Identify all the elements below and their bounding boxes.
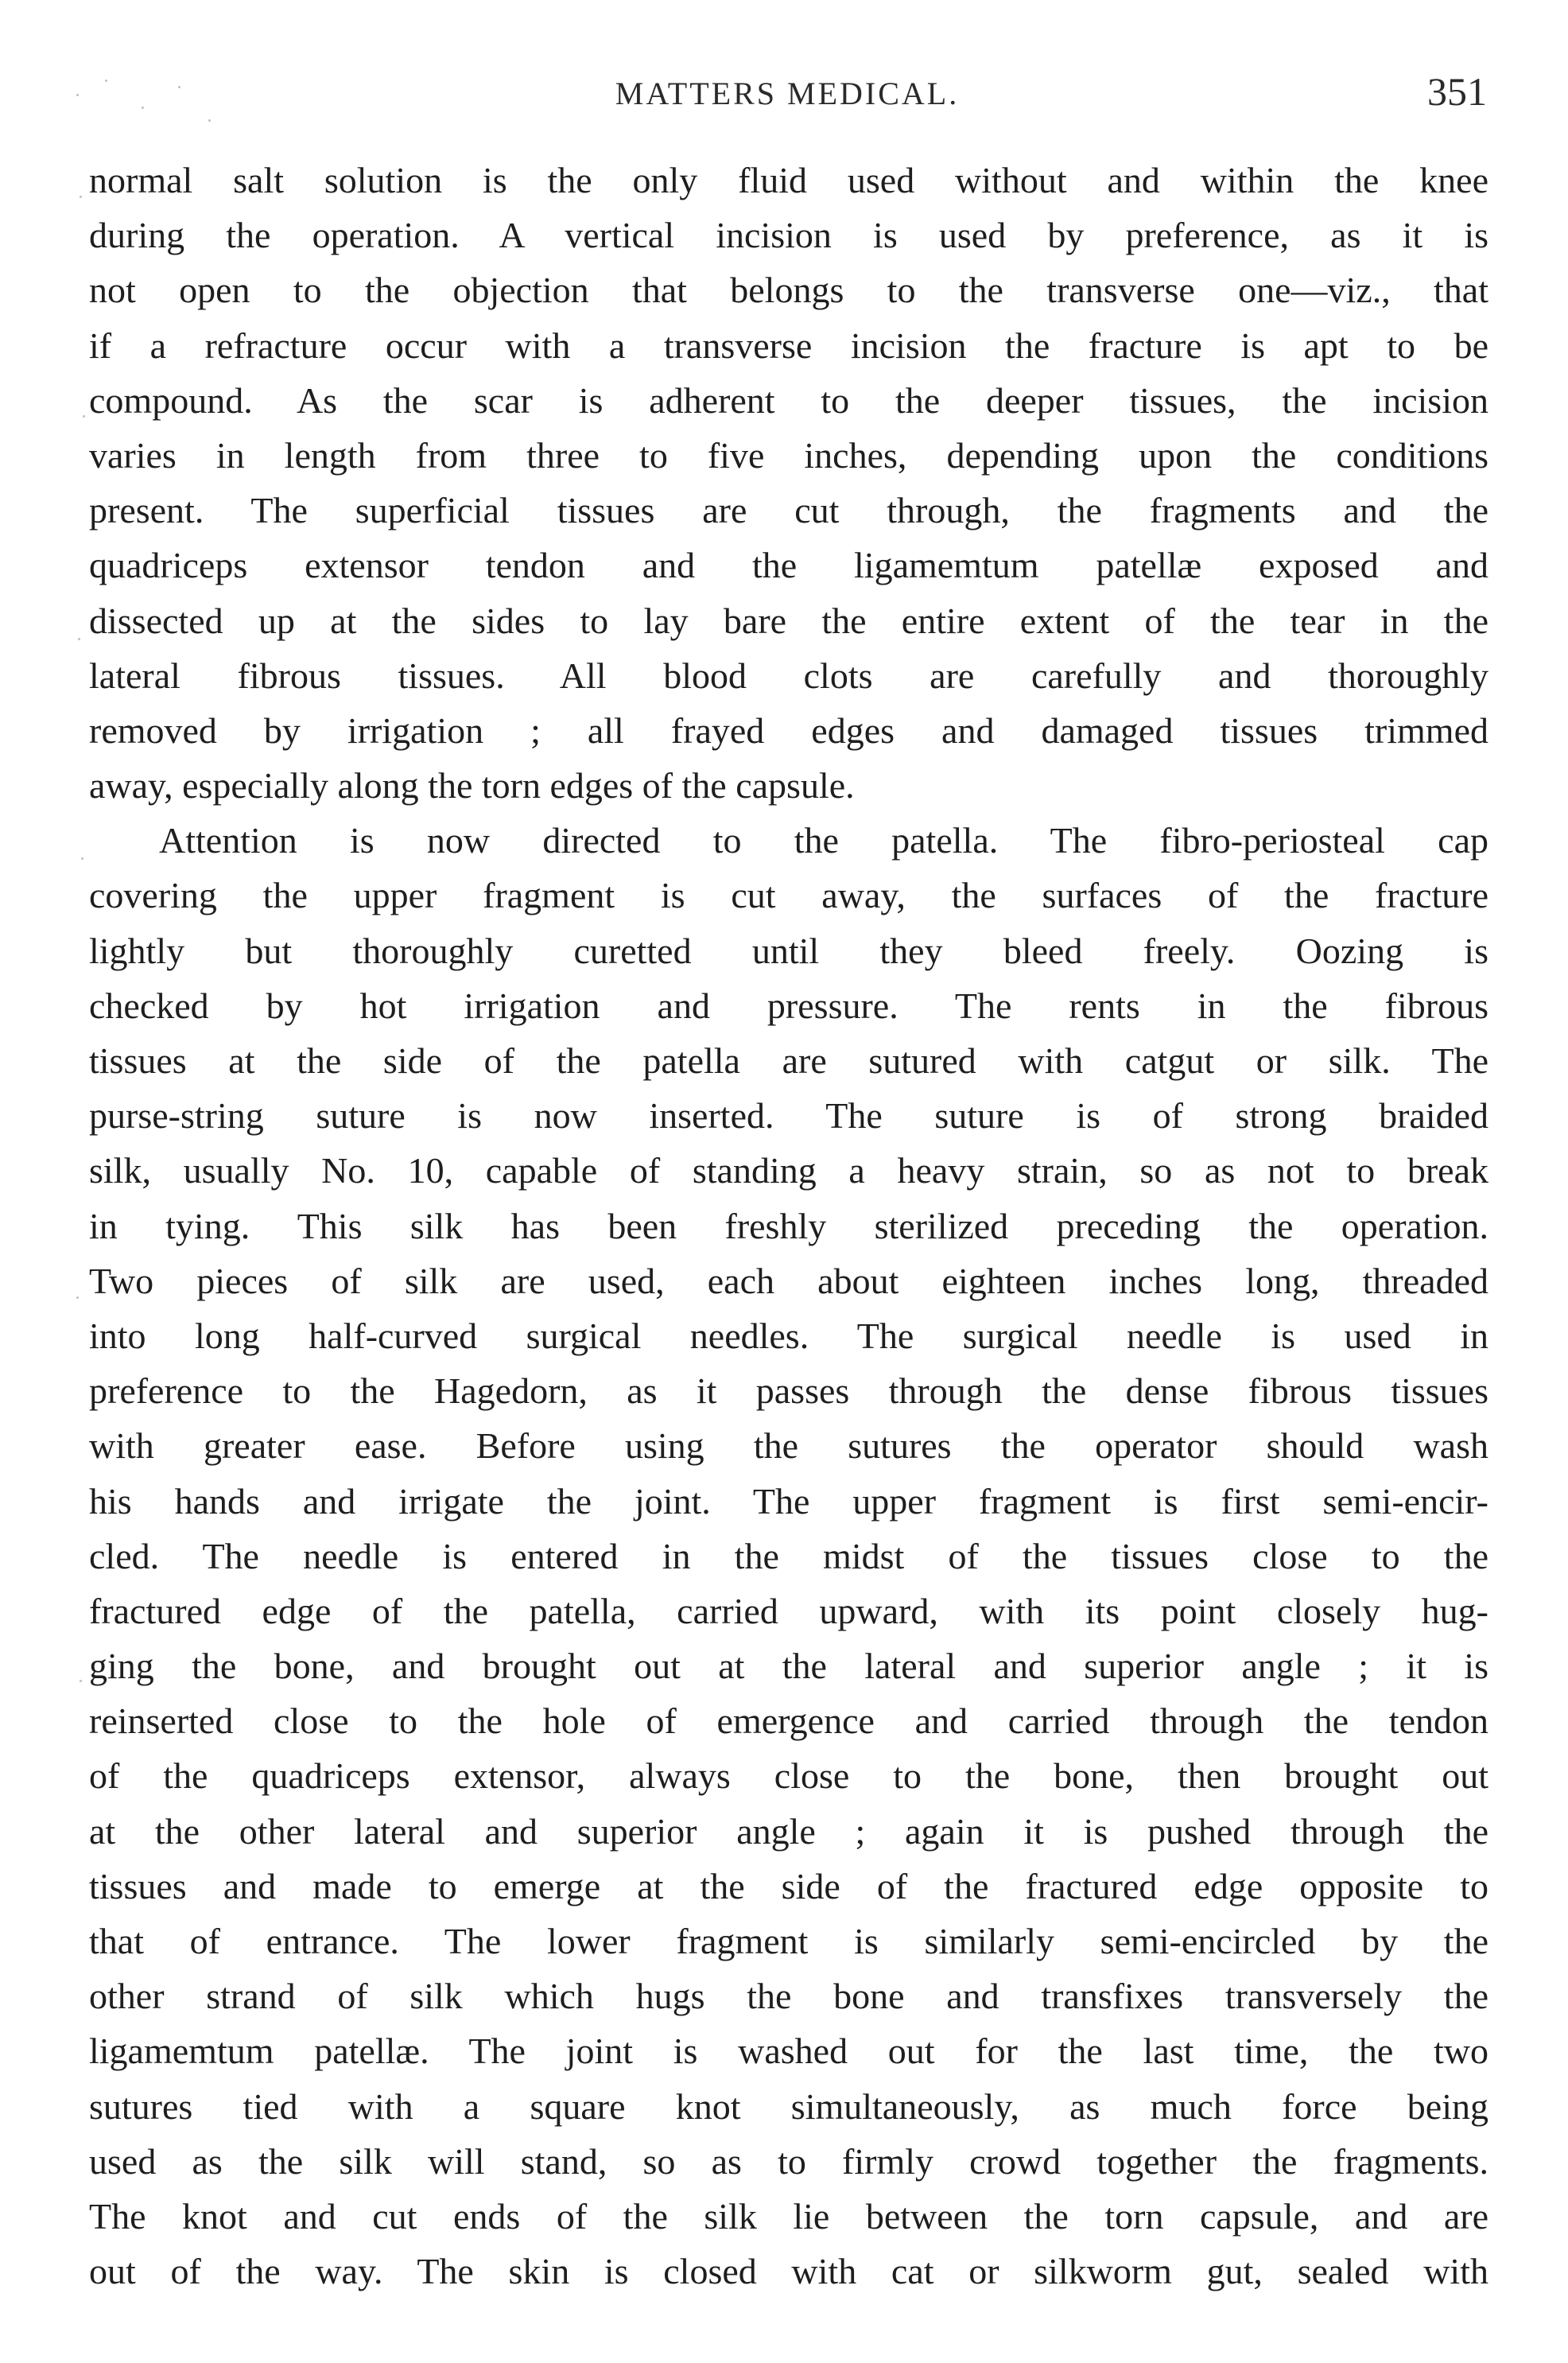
paragraph-end-line: away, especially along the torn edges of the capsule. [89, 765, 855, 806]
text-line: quadriceps extensor tendon and the ligamemtum patellæ exposed and [89, 545, 1488, 586]
text-line: checked by hot irrigation and pressure. The rents in the fibrous [89, 985, 1488, 1026]
print-speck [80, 196, 82, 198]
text-line: normal salt solution is the only fluid used without and within the knee [89, 160, 1488, 200]
print-speck [78, 638, 80, 640]
running-head [87, 68, 1487, 124]
text-line: fractured edge of the patella, carried upward, with its point closely hug- [89, 1590, 1488, 1631]
paragraph-start-line: Attention is now directed to the patella. The fibro-periosteal cap [159, 820, 1488, 861]
print-speck [83, 415, 85, 418]
text-line: into long half-curved surgical needles. The surgical needle is used in [89, 1315, 1488, 1356]
text-line: compound. As the scar is adherent to the deeper tissues, the incision [89, 379, 1488, 421]
text-line: other strand of silk which hugs the bone and transfixes transversely the [89, 1976, 1488, 2017]
text-line: purse-string suture is now inserted. The suture is of strong braided [89, 1095, 1488, 1137]
text-line: lateral fibrous tissues. All blood clots are carefully and thoroughly [89, 655, 1488, 696]
text-line: of the quadriceps extensor, always close to the bone, then brought out [89, 1755, 1488, 1797]
text-line: lightly but thoroughly curetted until they bleed freely. Oozing is [89, 930, 1488, 971]
text-line: with greater ease. Before using the sutures the operator should wash [89, 1425, 1488, 1467]
text-line: out of the way. The skin is closed with cat or silkworm gut, sealed with [89, 2251, 1488, 2292]
print-speck [178, 86, 180, 88]
text-line: varies in length from three to five inches, depending upon the conditions [89, 434, 1488, 476]
print-speck [76, 94, 79, 96]
text-line: his hands and irrigate the joint. The upper fragment is first semi-encir- [89, 1480, 1488, 1522]
text-line: covering the upper fragment is cut away, the surfaces of the fracture [89, 875, 1488, 916]
text-line: not open to the objection that belongs to the transverse one—viz., that [89, 270, 1488, 311]
text-line: tissues at the side of the patella are sutured with catgut or silk. The [89, 1040, 1488, 1081]
text-line: silk, usually No. 10, capable of standing a heavy strain, so as not to break [89, 1150, 1488, 1191]
text-line: sutures tied with a square knot simultaneously, as much force being [89, 2085, 1488, 2127]
print-speck [81, 857, 83, 860]
print-speck [105, 80, 107, 82]
body-text [89, 153, 1488, 2299]
text-line: The knot and cut ends of the silk lie between the torn capsule, and are [89, 2195, 1488, 2237]
text-line: in tying. This silk has been freshly sterilized preceding the operation. [89, 1205, 1488, 1246]
page-number: 351 [1427, 69, 1487, 114]
text-line: that of entrance. The lower fragment is similarly semi-encircled by the [89, 1921, 1488, 1961]
print-speck [208, 119, 211, 122]
print-speck [80, 1680, 82, 1682]
text-line: reinserted close to the hole of emergence and carried through the tendon [89, 1700, 1488, 1742]
text-line: during the operation. A vertical incision is used by preference, as it is [89, 215, 1488, 256]
text-line: removed by irrigation ; all frayed edges and damaged tissues trimmed [89, 709, 1488, 751]
text-line: tissues and made to emerge at the side of the fractured edge opposite to [89, 1865, 1488, 1906]
text-line: at the other lateral and superior angle ; again it is pushed through the [89, 1810, 1488, 1852]
text-line: preference to the Hagedorn, as it passes through the dense fibrous tissues [89, 1370, 1488, 1412]
text-line: Two pieces of silk are used, each about eighteen inches long, threaded [89, 1260, 1488, 1301]
running-title: MATTERS MEDICAL. [615, 76, 960, 111]
text-line: used as the silk will stand, so as to firmly crowd together the fragments. [89, 2140, 1488, 2182]
text-line: dissected up at the sides to lay bare the entire extent of the tear in the [89, 600, 1488, 641]
text-line: if a refracture occur with a transverse incision the fracture is apt to be [89, 325, 1488, 366]
text-line: present. The superficial tissues are cut through, the fragments and the [89, 490, 1488, 531]
text-line: ging the bone, and brought out at the lateral and superior angle ; it is [89, 1646, 1488, 1687]
text-line: ligamemtum patellæ. The joint is washed out for the last time, the two [89, 2031, 1488, 2072]
print-speck [142, 107, 144, 109]
text-line: cled. The needle is entered in the midst of the tissues close to the [89, 1535, 1488, 1576]
print-speck [76, 1296, 79, 1299]
